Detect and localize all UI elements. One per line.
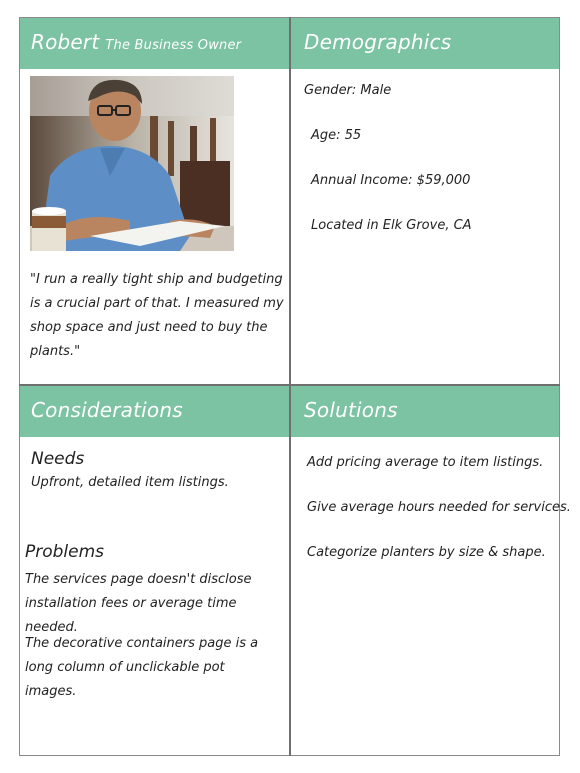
solution-item: Categorize planters by size & shape. <box>307 545 546 560</box>
persona-name: Robert <box>31 30 100 54</box>
solution-item: Add pricing average to item listings. <box>307 455 544 470</box>
problem-2: The decorative containers page is a long column of unclickable pot images. <box>25 636 259 699</box>
persona-quote: "I run a really tight ship and budgeting is a crucial part of that. I measured my shop space and just need to buy the plants." <box>30 272 284 359</box>
demographics-age: Age: 55 <box>311 128 362 143</box>
demographics-gender: Gender: Male <box>304 83 392 98</box>
considerations-header <box>20 386 289 437</box>
demographics-title: Demographics <box>304 30 452 54</box>
problems-heading: Problems <box>25 542 105 562</box>
demographics-header <box>291 18 559 69</box>
solutions-title: Solutions <box>304 398 398 422</box>
solution-item: Give average hours needed for services. <box>307 500 571 515</box>
considerations-title: Considerations <box>31 398 183 422</box>
persona-role: The Business Owner <box>105 38 242 53</box>
solutions-header <box>291 386 559 437</box>
demographics-location: Located in Elk Grove, CA <box>311 218 472 233</box>
persona-photo <box>30 76 234 251</box>
needs-text: Upfront, detailed item listings. <box>31 475 229 490</box>
problem-1: The services page doesn't disclose installation fees or average time needed. <box>25 572 252 635</box>
needs-heading: Needs <box>31 449 85 469</box>
persona-header <box>20 18 289 69</box>
demographics-income: Annual Income: $59,000 <box>311 173 471 188</box>
